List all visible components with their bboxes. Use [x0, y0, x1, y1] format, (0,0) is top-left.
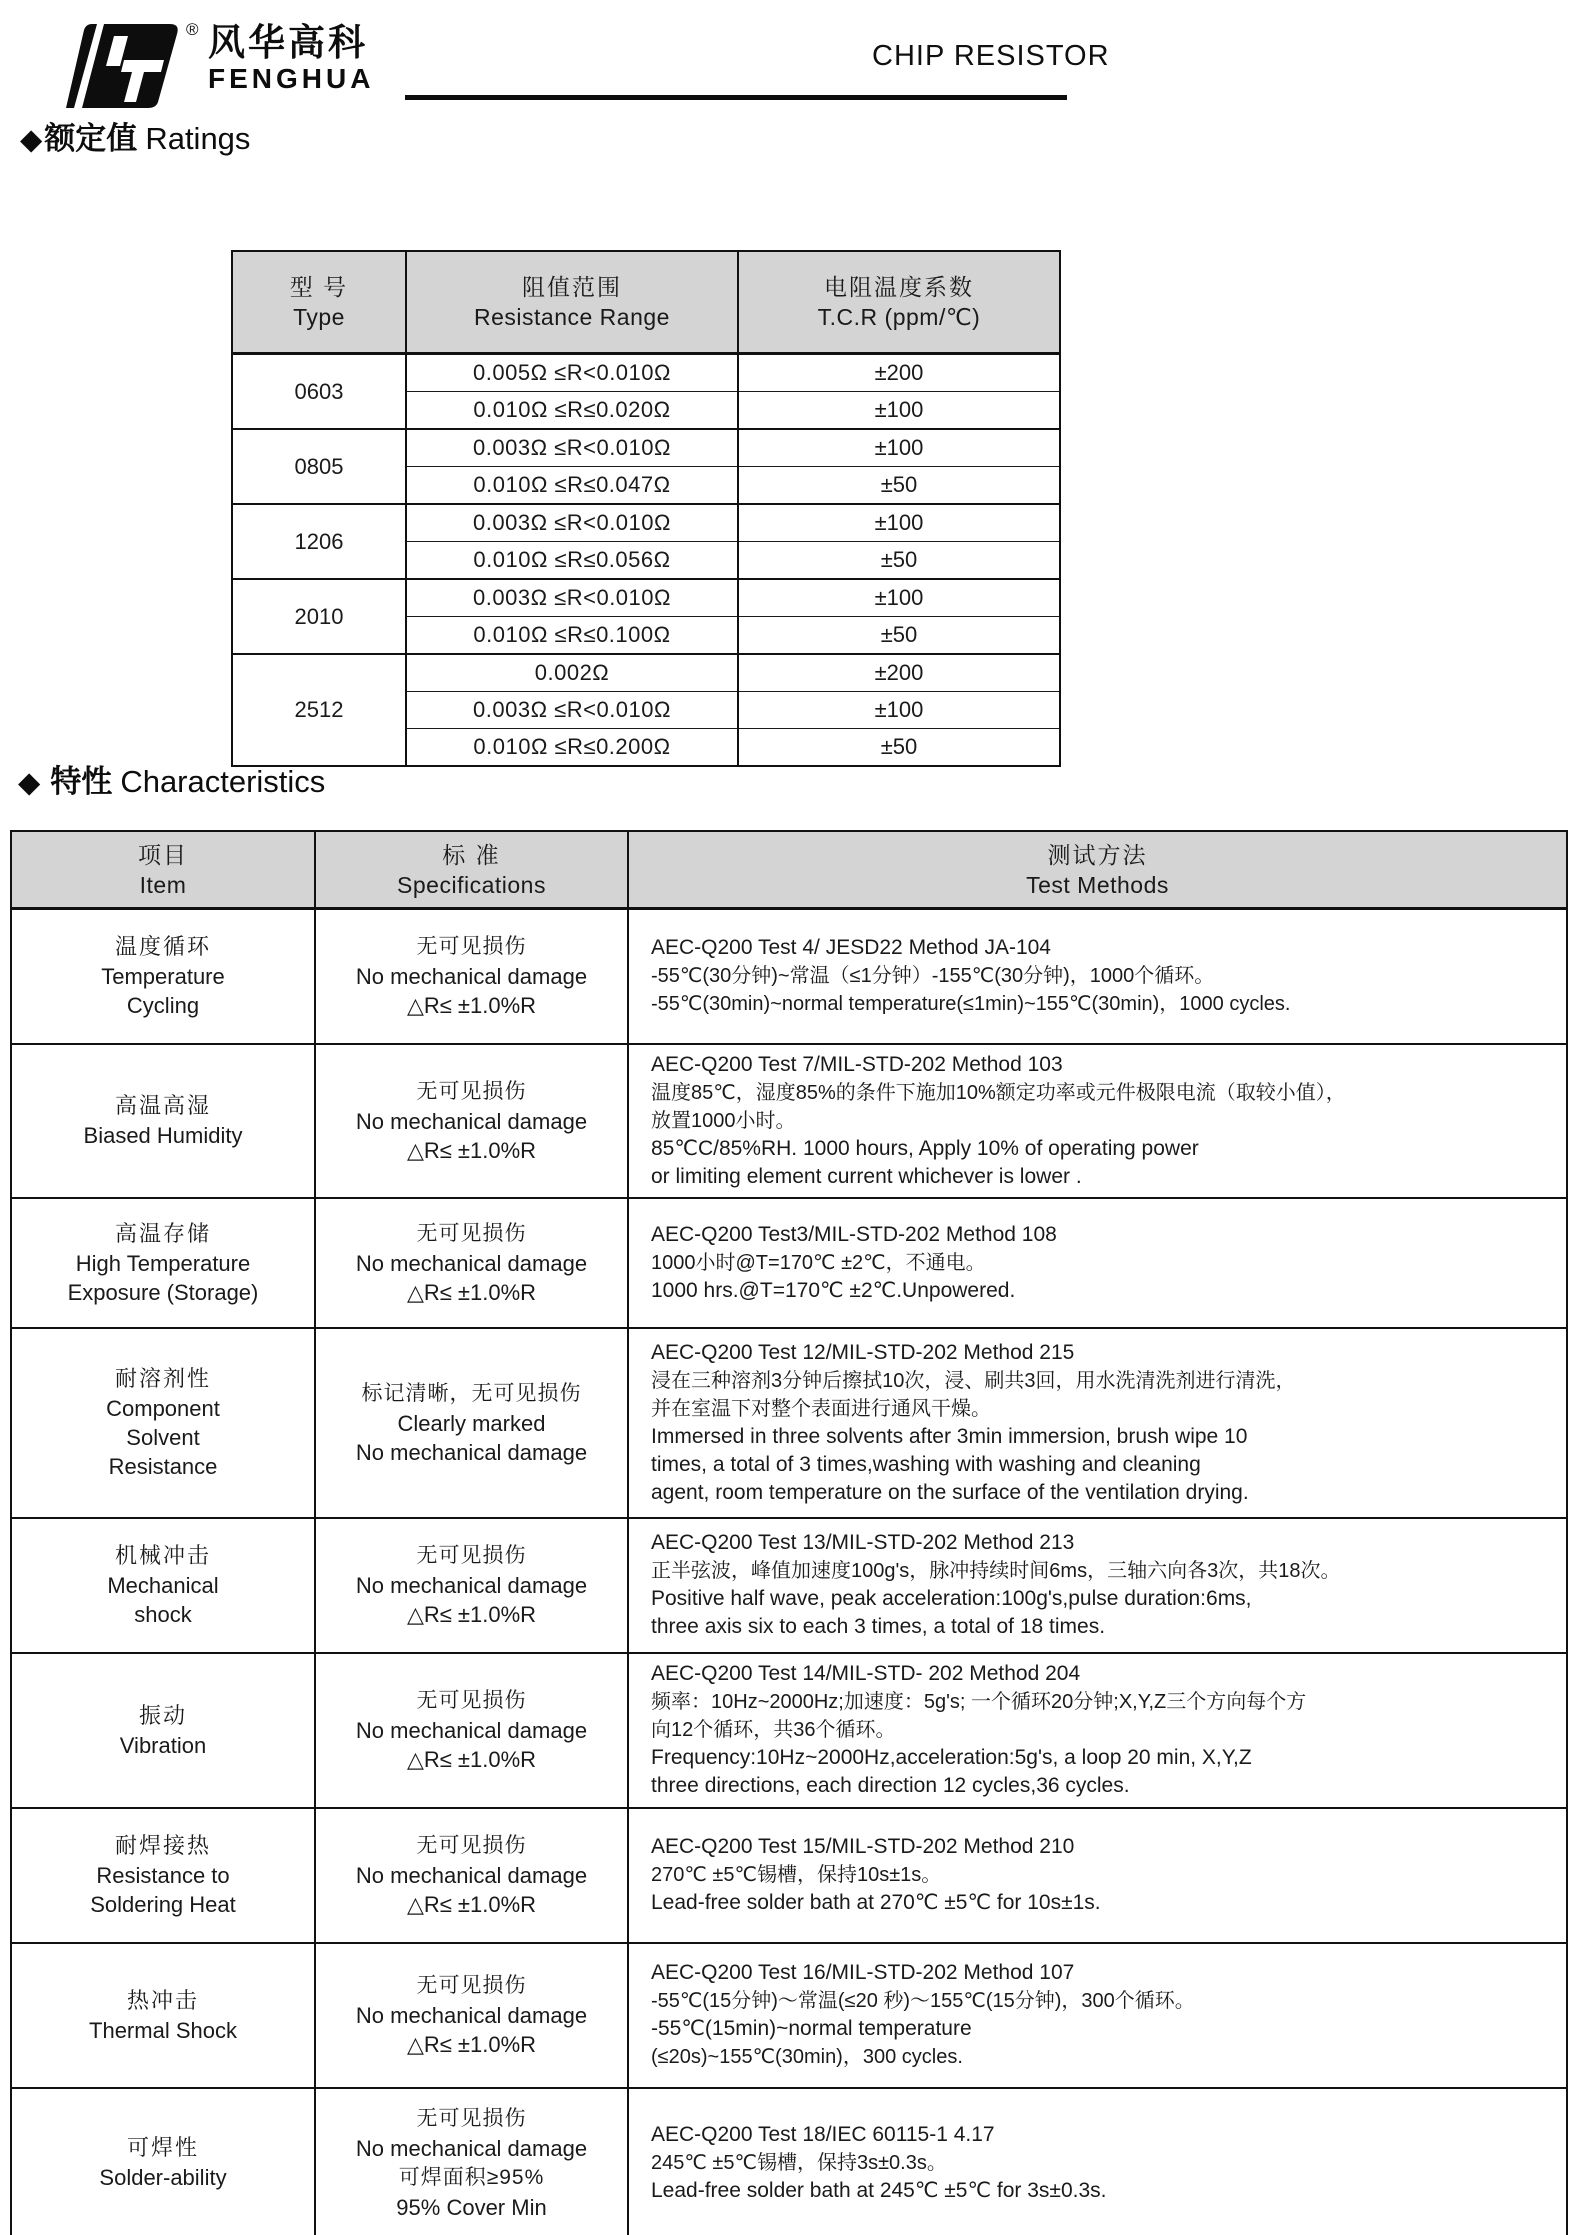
method-line: -55℃(15min)~normal temperature [651, 2017, 972, 2040]
type-cell: 0603 [232, 354, 406, 430]
tcr-cell: ±50 [738, 729, 1060, 767]
ratings-section-title: ◆额定值 Ratings [20, 121, 251, 156]
method-cell [628, 2088, 1567, 2235]
diamond-bullet-icon: ◆ [18, 767, 41, 799]
spec-line: 无可见损伤 [416, 1974, 527, 1997]
method-line: Immersed in three solvents after 3min immersion, brush wipe 10 [651, 1424, 1248, 1448]
diamond-bullet-icon: ◆ [20, 124, 43, 156]
resistance-range-cell: 0.010Ω ≤R≤0.056Ω [406, 542, 738, 580]
spec-line: △R≤ ±1.0%R [406, 2032, 537, 2057]
spec-cell [315, 1044, 628, 1198]
tcr-cell: ±50 [738, 617, 1060, 655]
method-line: 245℃ ±5℃锡槽，保持3s±0.3s。 [651, 2151, 947, 2174]
method-line: -55℃(15分钟)～常温(≤20 秒)～155℃(15分钟)，300个循环。 [651, 1990, 1195, 2012]
tcr-cell: ±100 [738, 392, 1060, 430]
document-title: CHIP RESISTOR [872, 40, 1110, 72]
spec-line: No mechanical damage [355, 964, 588, 990]
spec-cell [315, 1808, 628, 1943]
characteristics-row [11, 909, 1567, 1044]
method-line: Positive half wave, peak acceleration:100g's,pulse duration:6ms, [651, 1587, 1252, 1610]
spec-line: 无可见损伤 [416, 2106, 527, 2130]
method-line: 频率：10Hz~2000Hz;加速度：5g's; 一个循环20分钟;X,Y,Z三个方向每个方 [651, 1691, 1307, 1713]
tcr-cell: ±200 [738, 654, 1060, 692]
item-name-cn: 高温高湿 [114, 1093, 211, 1118]
method-line: times, a total of 3 times,washing with washing and cleaning [651, 1452, 1201, 1476]
item-name-cn: 温度循环 [114, 934, 211, 960]
spec-cell [315, 1198, 628, 1328]
item-name-cn: 耐溶剂性 [114, 1366, 211, 1391]
characteristics-row [11, 1198, 1567, 1328]
spec-line: △R≤ ±1.0%R [406, 1279, 537, 1305]
method-line: AEC-Q200 Test 12/MIL-STD-202 Method 215 [651, 1340, 1075, 1364]
spec-line: 无可见损伤 [416, 935, 527, 959]
method-line: Lead-free solder bath at 245℃ ±5℃ for 3s±0.3s. [651, 2178, 1107, 2202]
method-line: AEC-Q200 Test 15/MIL-STD-202 Method 210 [651, 1835, 1075, 1858]
spec-cell [315, 1943, 628, 2088]
tcr-cell: ±100 [738, 504, 1060, 542]
method-line: (≤20s)~155℃(30min)，300 cycles. [651, 2046, 963, 2068]
fenghua-logo-icon [52, 20, 182, 113]
spec-line: No mechanical damage [355, 2135, 588, 2161]
spec-line: △R≤ ±1.0%R [406, 1892, 537, 1917]
method-line: 1000 hrs.@T=170℃ ±2℃.Unpowered. [651, 1278, 1016, 1302]
method-line: 浸在三种溶剂3分钟后擦拭10次，浸、刷共3回，用水洗清洗剂进行清洗， [651, 1369, 1296, 1392]
characteristics-row [11, 1943, 1567, 2088]
item-name-en: High Temperature [75, 1250, 251, 1276]
registered-trademark: ® [186, 20, 199, 39]
method-cell [628, 1808, 1567, 1943]
method-line: AEC-Q200 Test 4/ JESD22 Method JA-104 [651, 936, 1051, 960]
method-line: 向12个循环，共36个循环。 [651, 1719, 896, 1741]
spec-line: 无可见损伤 [416, 1689, 527, 1712]
item-name-en: Solder-ability [99, 2165, 227, 2190]
characteristics-row [11, 1044, 1567, 1198]
tcr-cell: ±200 [738, 354, 1060, 392]
characteristics-header-row [11, 831, 1567, 909]
method-cell [628, 1328, 1567, 1518]
item-cell [11, 1198, 315, 1328]
spec-line: No mechanical damage [355, 1863, 588, 1888]
item-cell [11, 1653, 315, 1808]
method-cell [628, 909, 1567, 1044]
item-cell [11, 1808, 315, 1943]
method-line: AEC-Q200 Test 14/MIL-STD- 202 Method 204 [651, 1662, 1081, 1685]
item-name-en: Cycling [126, 993, 200, 1019]
spec-line: △R≤ ±1.0%R [406, 1137, 537, 1163]
resistance-range-cell: 0.003Ω ≤R<0.010Ω [406, 579, 738, 617]
spec-line: No mechanical damage [355, 1439, 588, 1465]
tcr-cell: ±100 [738, 429, 1060, 467]
method-line: three directions, each direction 12 cycles,36 cycles. [651, 1774, 1130, 1797]
header-divider [405, 95, 1067, 100]
method-line: -55℃(30分钟)~常温（≤1分钟）-155℃(30分钟)，1000个循环。 [651, 965, 1215, 988]
tcr-cell: ±100 [738, 692, 1060, 729]
item-cell [11, 2088, 315, 2235]
ratings-table [231, 250, 1061, 767]
brand-name-chinese: 风华高科 [208, 22, 368, 63]
spec-cell [315, 2088, 628, 2235]
spec-line: 无可见损伤 [416, 1834, 527, 1857]
item-name-cn: 机械冲击 [114, 1543, 211, 1568]
method-cell [628, 1943, 1567, 2088]
resistance-range-cell: 0.010Ω ≤R≤0.020Ω [406, 392, 738, 430]
item-cell [11, 1943, 315, 2088]
spec-line: 无可见损伤 [416, 1221, 527, 1245]
characteristics-table [10, 830, 1568, 2235]
item-name-cn: 可焊性 [126, 2135, 199, 2160]
item-name-cn: 高温存储 [114, 1220, 211, 1246]
method-line: Lead-free solder bath at 270℃ ±5℃ for 10s±1s. [651, 1891, 1101, 1914]
brand-block [208, 24, 374, 93]
method-line: 85℃C/85%RH. 1000 hours, Apply 10% of operating power [651, 1136, 1199, 1160]
characteristics-row [11, 2088, 1567, 2235]
type-cell: 2010 [232, 579, 406, 654]
spec-line: No mechanical damage [355, 1250, 588, 1276]
item-cell [11, 1044, 315, 1198]
method-cell [628, 1044, 1567, 1198]
ratings-row [232, 354, 1060, 392]
characteristics-row [11, 1518, 1567, 1653]
spec-cell [315, 1328, 628, 1518]
item-name-en: Exposure (Storage) [67, 1279, 259, 1305]
ratings-col-tcr: 电阻温度系数 T.C.R (ppm/℃) [738, 251, 1060, 354]
item-name-cn: 热冲击 [126, 1987, 199, 2013]
method-line: 1000小时@T=170℃ ±2℃，不通电。 [651, 1251, 986, 1274]
resistance-range-cell: 0.010Ω ≤R≤0.200Ω [406, 729, 738, 767]
ratings-header-row [232, 251, 1060, 354]
item-name-en: Resistance to [96, 1863, 230, 1888]
ratings-col-type: 型 号 Type [232, 251, 406, 354]
method-line: 并在室温下对整个表面进行通风干燥。 [651, 1397, 991, 1420]
spec-line: Clearly marked [397, 1410, 546, 1436]
method-line: AEC-Q200 Test 16/MIL-STD-202 Method 107 [651, 1961, 1075, 1984]
item-name-cn: 耐焊接热 [114, 1833, 211, 1858]
item-name-en: Biased Humidity [83, 1123, 243, 1148]
spec-cell [315, 1518, 628, 1653]
item-name-en: Mechanical [107, 1573, 219, 1598]
characteristics-col-specifications: 标 准 Specifications [315, 831, 628, 909]
spec-line: 无可见损伤 [416, 1544, 527, 1567]
item-cell [11, 1518, 315, 1653]
characteristics-col-test-methods: 测试方法 Test Methods [628, 831, 1567, 909]
item-name-en: Component [106, 1396, 220, 1421]
method-line: AEC-Q200 Test 13/MIL-STD-202 Method 213 [651, 1531, 1075, 1554]
spec-line: △R≤ ±1.0%R [406, 993, 537, 1019]
resistance-range-cell: 0.002Ω [406, 654, 738, 692]
characteristics-row [11, 1328, 1567, 1518]
method-line: 放置1000小时。 [651, 1109, 796, 1132]
resistance-range-cell: 0.003Ω ≤R<0.010Ω [406, 429, 738, 467]
tcr-cell: ±50 [738, 542, 1060, 580]
method-line: Frequency:10Hz~2000Hz,acceleration:5g's, a loop 20 min, X,Y,Z [651, 1746, 1252, 1769]
item-name-en: Thermal Shock [89, 2017, 237, 2043]
characteristics-row [11, 1653, 1567, 1808]
spec-line: No mechanical damage [355, 1108, 588, 1134]
resistance-range-cell: 0.005Ω ≤R<0.010Ω [406, 354, 738, 392]
spec-line: No mechanical damage [355, 1573, 588, 1598]
ratings-row [232, 504, 1060, 542]
ratings-row [232, 654, 1060, 692]
spec-line: 无可见损伤 [416, 1079, 527, 1103]
resistance-range-cell: 0.010Ω ≤R≤0.100Ω [406, 617, 738, 655]
item-cell [11, 909, 315, 1044]
resistance-range-cell: 0.003Ω ≤R<0.010Ω [406, 692, 738, 729]
method-cell [628, 1198, 1567, 1328]
method-line: -55℃(30min)~normal temperature(≤1min)~155℃(30min)，1000 cycles. [651, 993, 1291, 1016]
ratings-row [232, 429, 1060, 467]
ratings-row [232, 579, 1060, 617]
method-line: agent, room temperature on the surface of the ventilation drying. [651, 1480, 1249, 1504]
characteristics-section-title: ◆ 特性 Characteristics [18, 764, 326, 799]
resistance-range-cell: 0.003Ω ≤R<0.010Ω [406, 504, 738, 542]
item-name-en: Solvent [126, 1425, 200, 1450]
method-line: or limiting element current whichever is lower . [651, 1164, 1082, 1188]
method-line: 正半弦波，峰值加速度100g's，脉冲持续时间6ms，三轴六向各3次，共18次。 [651, 1560, 1341, 1582]
spec-line: △R≤ ±1.0%R [406, 1602, 537, 1627]
ratings-col-resistance-range: 阻值范围 Resistance Range [406, 251, 738, 354]
method-line: AEC-Q200 Test3/MIL-STD-202 Method 108 [651, 1222, 1057, 1246]
method-line: 270℃ ±5℃锡槽，保持10s±1s。 [651, 1864, 942, 1886]
spec-line: △R≤ ±1.0%R [406, 1747, 537, 1772]
item-cell [11, 1328, 315, 1518]
spec-cell [315, 909, 628, 1044]
type-cell: 2512 [232, 654, 406, 766]
type-cell: 1206 [232, 504, 406, 579]
characteristics-col-item: 项目 Item [11, 831, 315, 909]
method-cell [628, 1653, 1567, 1808]
item-name-cn: 振动 [138, 1702, 187, 1728]
item-name-en: Soldering Heat [90, 1892, 236, 1917]
spec-line: No mechanical damage [355, 2003, 588, 2028]
characteristics-row [11, 1808, 1567, 1943]
brand-name-english: FENGHUA [208, 63, 375, 94]
spec-line: 95% Cover Min [396, 2194, 547, 2220]
method-line: 温度85℃，湿度85%的条件下施加10%额定功率或元件极限电流（取较小值）， [651, 1081, 1346, 1104]
tcr-cell: ±50 [738, 467, 1060, 505]
item-name-en: Resistance [108, 1454, 218, 1479]
method-cell [628, 1518, 1567, 1653]
method-line: AEC-Q200 Test 18/IEC 60115-1 4.17 [651, 2122, 995, 2146]
item-name-en: Vibration [119, 1732, 207, 1758]
type-cell: 0805 [232, 429, 406, 504]
item-name-en: Temperature [101, 964, 225, 990]
spec-cell [315, 1653, 628, 1808]
method-line: three axis six to each 3 times, a total of 18 times. [651, 1615, 1106, 1638]
spec-line: 标记清晰，无可见损伤 [361, 1381, 582, 1405]
method-line: AEC-Q200 Test 7/MIL-STD-202 Method 103 [651, 1052, 1063, 1076]
spec-line: 可焊面积≥95% [398, 2165, 545, 2189]
item-name-en: shock [134, 1602, 192, 1627]
spec-line: No mechanical damage [355, 1718, 588, 1743]
tcr-cell: ±100 [738, 579, 1060, 617]
resistance-range-cell: 0.010Ω ≤R≤0.047Ω [406, 467, 738, 505]
